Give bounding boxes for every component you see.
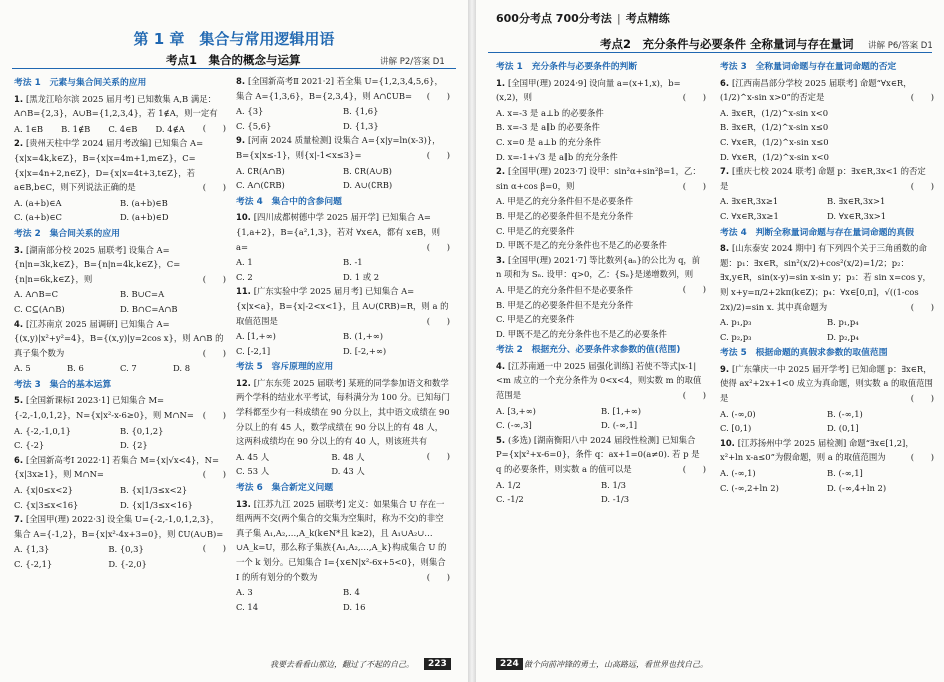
choice-list	[14, 542, 203, 571]
section-heading: 考法 2 集合间关系的应用	[14, 228, 120, 239]
page-number: 224	[496, 658, 523, 670]
choice-option: B. {0,3}	[108, 544, 144, 555]
answer-bracket: ( )	[910, 393, 934, 404]
choice-option: B. 1/3	[601, 479, 626, 490]
answer-bracket: ( )	[426, 450, 450, 461]
question-stem	[236, 284, 450, 328]
question-number: 5.	[496, 434, 508, 445]
answer-bracket: ( )	[910, 180, 934, 191]
answer-bracket: ( )	[682, 92, 706, 103]
choice-option: B. 6	[67, 363, 84, 374]
answer-bracket: ( )	[682, 390, 706, 401]
left-column-1	[14, 74, 226, 572]
choice-option: C. x=0 是 a⊥b 的充分条件	[496, 136, 601, 147]
answer-bracket: ( )	[910, 452, 934, 463]
choice-option: B. 甲是乙的必要条件但不是充分条件	[496, 210, 634, 221]
choice-option: D. [-2,+∞)	[343, 345, 387, 356]
choice-option: D. 甲既不是乙的充分条件也不是乙的必要条件	[496, 328, 667, 339]
choice-option: B. (-∞,1]	[827, 468, 863, 479]
question-number: 3.	[14, 244, 26, 255]
question-number: 6.	[14, 454, 26, 465]
choice-option: A. ∃x∈R,3x≥1	[720, 196, 779, 207]
choice-option: B. {0,1,2}	[120, 425, 164, 436]
answer-bracket: ( )	[910, 301, 934, 312]
question-number: 4.	[496, 360, 508, 371]
choice-option: D. 8	[173, 363, 191, 374]
question-text: [广东东莞 2025 届联考] 某班的同学参加语文和数学两个学科的结业水平考试，每科满分为 100 分。已知每门学科都至少有一科成绩在 90 分以上，其中语文成绩在 90 分以上的有 45 人，数学成绩在 90 分以上的有 48 人，这两科成绩均在 90 分以上的有 40 人，则该班共有	[236, 377, 450, 447]
choice-option: D. (0,1]	[827, 423, 859, 434]
choice-option: A. 1∈B	[14, 123, 44, 134]
choice-list	[720, 315, 934, 344]
choice-list	[14, 483, 226, 512]
answer-bracket: ( )	[202, 182, 226, 193]
choice-option: C. 7	[120, 363, 137, 374]
choice-option: B. x=-3 是 a∥b 的必要条件	[496, 122, 600, 133]
choice-option: D. (-∞,4+ln 2)	[827, 482, 887, 493]
section-heading: 考法 5 容斥原理的应用	[236, 362, 334, 373]
choice-option: C. 甲是乙的充要条件	[496, 225, 575, 236]
question-stem	[236, 497, 450, 585]
question-number: 8.	[236, 76, 248, 86]
choice-option: B. {1,6}	[343, 106, 379, 117]
choice-option: A. {3}	[236, 106, 264, 117]
question-stem	[236, 133, 450, 162]
choice-list	[236, 450, 427, 479]
page-footer-motto: 我要去看看山那边，翻过了不起的自己。	[270, 660, 414, 669]
question-number: 2.	[14, 138, 26, 149]
choice-option: B. (1,+∞)	[343, 331, 383, 342]
choice-list	[720, 407, 934, 436]
question-stem	[14, 243, 226, 287]
choice-option: B. ∃x∈R,3x>1	[827, 196, 886, 207]
choice-option: C. 4∈B	[108, 123, 138, 134]
question-text: [山东泰安 2024 期中] 有下列四个关于三角函数的命题：p₁：∃x∈R，sin²(x/2)+cos²(x/2)=1/2；p₂：∃x,y∈R，sin(x-y)=sin x-sin y；p₃：若 sin x=cos y，则 x+y=π/2+2kπ(k∈Z)；p₄：∀x∈[0,π]，√((1-cos 2x)/2)=sin x. 其中真命题为	[720, 243, 931, 312]
question-text: [全国甲(理) 2023·7] 设甲：sin²α+sin²β=1，乙：sin α+cos β=0，则	[496, 166, 701, 191]
right-column-2	[720, 58, 934, 495]
choice-option: B. 1∉B	[61, 123, 91, 134]
question-text: [重庆七校 2024 联考] 命题 p：∃x∈R,3x<1 的否定是	[720, 166, 926, 191]
answer-bracket: ( )	[202, 122, 226, 133]
question-text: [贵州天柱中学 2024 届月考改编] 已知集合 A={x|x=4k,k∈Z}，B={x|x=4m+1,m∈Z}，C={x|x=4n+2,n∈Z}，D={x|x=4t+3,t∈Z}，若 a∈B,b∈C，则下列说法正确的是	[14, 138, 204, 193]
choice-option: C. ∀x∈R,3x≥1	[720, 210, 779, 221]
question-stem	[14, 453, 226, 482]
knowledge-point-reference: 讲解 P2/答案 D1	[380, 57, 445, 67]
question-number: 10.	[720, 437, 738, 448]
question-stem	[14, 136, 226, 194]
question-number: 9.	[720, 363, 732, 374]
running-head	[496, 10, 670, 26]
choice-option: D. {1,3}	[343, 120, 379, 131]
question-number: 3.	[496, 254, 508, 265]
question-stem	[720, 436, 934, 465]
question-text: [广东实验中学 2025 届月考] 已知集合 A={x|x<a}，B={x|-2<x<1}，且 A∪(∁RB)=R，则 a 的取值范围是	[236, 286, 449, 326]
choice-option: A. 甲是乙的充分条件但不是必要条件	[496, 196, 633, 207]
question-number: 5.	[14, 395, 26, 406]
section-heading: 考法 2 根据充分、必要条件求参数的值(范围)	[496, 345, 681, 356]
question-stem	[236, 74, 450, 103]
right-column-1	[496, 58, 706, 507]
choice-list	[496, 106, 706, 164]
answer-bracket: ( )	[202, 469, 226, 480]
choice-option: D. -1/3	[601, 494, 630, 505]
choice-option: B. (-∞,1)	[827, 408, 863, 419]
left-page	[0, 0, 468, 682]
choice-option: D. 16	[343, 601, 366, 612]
choice-option: D. 4∉A	[155, 123, 185, 134]
answer-bracket: ( )	[682, 180, 706, 191]
question-stem	[720, 76, 934, 105]
choice-option: B. [1,+∞)	[601, 405, 641, 416]
choice-list	[496, 478, 706, 507]
page-footer-motto: 做个向前冲锋的勇士，山高路远，看世界也找自己。	[524, 660, 708, 669]
question-stem	[496, 76, 706, 105]
answer-bracket: ( )	[682, 464, 706, 475]
choice-option: A. 1/2	[496, 479, 521, 490]
question-text: [江西南昌部分学校 2025 届联考] 命题“∀x∈R，(1/2)^x-sin x>0”的否定是	[720, 77, 912, 103]
choice-list	[720, 466, 934, 495]
question-number: 12.	[236, 377, 254, 388]
choice-option: A. 1	[236, 257, 253, 268]
answer-bracket: ( )	[202, 410, 226, 421]
choice-option: D. 43 人	[331, 466, 365, 477]
choice-option: A. {-2,-1,0,1}	[14, 425, 71, 436]
question-number: 1.	[14, 93, 26, 104]
choice-option: A. x=-3 是 a⊥b 的必要条件	[496, 107, 604, 118]
choice-option: C. 甲是乙的充要条件	[496, 314, 575, 325]
knowledge-point-title: 考点1 集合的概念与运算	[166, 53, 301, 67]
choice-option: C. (-∞,3]	[496, 420, 532, 431]
answer-bracket: ( )	[426, 315, 450, 326]
section-heading: 考法 6 集合新定义问题	[236, 483, 334, 494]
question-stem	[720, 164, 934, 193]
question-number: 4.	[14, 318, 26, 329]
question-stem	[496, 359, 706, 403]
choice-option: A. {x|0≤x<2}	[14, 485, 73, 496]
page-number: 223	[424, 658, 451, 670]
choice-option: B. ∃x∈R，(1/2)^x-sin x≤0	[720, 122, 829, 133]
choice-option: A. ∃x∈R，(1/2)^x-sin x<0	[720, 107, 829, 118]
question-text: [全国甲(理) 2024·9] 设向量 a=(x+1,x)，b=(x,2)，则	[496, 77, 681, 103]
question-stem	[496, 164, 706, 193]
question-stem	[720, 241, 934, 314]
choice-option: C. {x|3≤x<16}	[14, 499, 79, 510]
choice-option: C. {-2,1}	[14, 559, 53, 569]
choice-option: C. C⊆(A∩B)	[14, 303, 65, 314]
choice-option: A. ∁R(A∩B)	[236, 165, 285, 176]
choice-option: C. {-2}	[14, 440, 45, 451]
section-heading: 考法 4 集合中的含参问题	[236, 196, 342, 207]
choice-option: D. 甲既不是乙的充分条件也不是乙的必要条件	[496, 240, 667, 251]
question-text: (多选) [湖南衡阳八中 2024 届段性检测] 已知集合 P={x|x²+x-6=0}，条件 q：ax+1=0(a≠0). 若 p 是 q 的必要条件，则实数 a 的值可以是	[496, 434, 700, 475]
right-page	[476, 0, 944, 682]
choice-list	[496, 194, 706, 252]
choice-option: D. ∀x∈R,3x>1	[827, 210, 887, 221]
header-rule	[488, 52, 932, 53]
answer-bracket: ( )	[202, 273, 226, 284]
choice-option: C. (a+b)∈C	[14, 212, 62, 223]
question-text: [江苏南通一中 2025 届强化训练] 若使不等式|x-1|<m 成立的一个充分条件为 0<x<4，则实数 m 的取值范围是	[496, 360, 702, 401]
choice-list	[236, 104, 450, 133]
choice-option: C. 53 人	[236, 466, 270, 477]
choice-option: D. A∪(∁RB)	[343, 180, 393, 191]
section-heading: 考法 3 全称量词命题与存在量词命题的否定	[720, 62, 897, 72]
choice-option: A. p₁,p₃	[720, 317, 752, 328]
choice-option: D. {x|1/3≤x<16}	[120, 499, 193, 510]
question-text: [全国新高考Ⅰ 2022·1] 若集合 M={x|√x<4}，N={x|3x≥1}，则 M∩N=	[14, 454, 219, 480]
choice-list	[496, 404, 706, 433]
choice-option: C. A∩(∁RB)	[236, 180, 285, 191]
book-gutter	[468, 0, 476, 682]
knowledge-point-title: 考点2 充分条件与必要条件 全称量词与存在量词	[600, 37, 854, 51]
choice-option: C. (-∞,2+ln 2)	[720, 482, 779, 493]
choice-list	[14, 122, 203, 137]
question-stem	[14, 317, 226, 361]
choice-option: B. 4	[343, 587, 360, 598]
choice-option: C. 14	[236, 601, 259, 612]
section-heading: 考法 1 元素与集合间关系的应用	[14, 78, 147, 88]
choice-option: C. p₂,p₃	[720, 331, 752, 342]
choice-option: A. (a+b)∈A	[14, 197, 62, 208]
question-text: [黑龙江哈尔滨 2025 届月考] 已知数集 A,B 满足：A∩B={2,3}，A∪B={1,2,3,4}，若 1∉A，则一定有	[14, 93, 218, 119]
question-number: 2.	[496, 166, 508, 177]
question-number: 7.	[720, 166, 732, 177]
question-text: [全国甲(理) 2022·3] 设全集 U={-2,-1,0,1,2,3}，集合 A={-1,2}，B={x|x²-4x+3=0}，则 ∁U(A∪B)=	[14, 514, 224, 539]
choice-option: B. 48 人	[331, 451, 365, 462]
choice-option: B. p₁,p₄	[827, 317, 859, 328]
choice-option: D. {2}	[120, 440, 148, 451]
choice-option: D. 1 或 2	[343, 271, 380, 282]
choice-option: A. 甲是乙的充分条件但不是必要条件	[496, 284, 633, 295]
choice-option: D. {-2,0}	[108, 559, 147, 569]
question-text: [广东肇庆一中 2025 届开学考] 已知命题 p：∃x∈R，使得 ax²+2x+1<0 成立为真命题，则实数 a 的取值范围是	[720, 363, 933, 404]
choice-option: A. (-∞,1)	[720, 468, 756, 479]
choice-list	[14, 424, 226, 453]
choice-option: D. (a+b)∈D	[120, 212, 169, 223]
choice-option: D. x=-1+√3 是 a∥b 的充分条件	[496, 151, 618, 162]
question-stem	[236, 210, 450, 254]
answer-bracket: ( )	[202, 347, 226, 358]
header-rule	[12, 68, 456, 69]
choice-list	[236, 585, 450, 614]
knowledge-point-reference: 讲解 P6/答案 D1	[868, 41, 933, 51]
answer-bracket: ( )	[426, 241, 450, 252]
chapter-title: 第 1 章 集合与常用逻辑用语	[133, 30, 335, 48]
choice-list	[720, 194, 934, 223]
choice-list	[236, 255, 450, 284]
running-head-separator: |	[616, 12, 621, 25]
question-number: 6.	[720, 77, 732, 88]
question-number: 11.	[236, 286, 254, 297]
answer-bracket: ( )	[682, 283, 706, 294]
question-stem	[14, 393, 226, 422]
choice-option: B. B∪C=A	[120, 289, 165, 300]
choice-list	[236, 329, 450, 358]
choice-option: A. A∩B=C	[14, 289, 59, 300]
choice-option: C. [-2,1]	[236, 345, 271, 356]
question-stem	[496, 433, 706, 477]
question-number: 7.	[14, 514, 26, 525]
choice-option: A. [3,+∞)	[496, 405, 536, 416]
choice-list	[14, 196, 226, 225]
answer-bracket: ( )	[202, 543, 226, 554]
question-number: 10.	[236, 212, 254, 223]
choice-option: B. ∁R(A∪B)	[343, 165, 392, 176]
choice-option: D. p₂,p₄	[827, 331, 859, 342]
choice-option: C. [0,1)	[720, 423, 752, 434]
choice-option: A. [1,+∞)	[236, 331, 276, 342]
question-text: [四川成都树德中学 2025 届开学] 已知集合 A={1,a+2}，B={a²,1,3}，若对 ∀x∈A，都有 x∈B，则 a=	[236, 212, 440, 252]
choice-option: A. 3	[236, 587, 253, 598]
choice-option: C. -1/2	[496, 494, 524, 505]
question-number: 9.	[236, 135, 248, 146]
left-column-2	[236, 74, 450, 614]
section-heading: 考法 3 集合的基本运算	[14, 379, 112, 390]
question-number: 1.	[496, 77, 508, 88]
choice-option: A. (-∞,0)	[720, 408, 756, 419]
choice-list	[720, 106, 934, 164]
choice-option: C. {5,6}	[236, 120, 272, 131]
choice-list	[14, 287, 226, 316]
choice-option: B. {x|1/3≤x<2}	[120, 485, 188, 496]
choice-option: C. ∀x∈R，(1/2)^x-sin x≤0	[720, 136, 829, 147]
question-text: [全国甲(理) 2021·7] 等比数列{aₙ}的公比为 q，前 n 项和为 Sₙ. 设甲：q>0，乙：{Sₙ}是递增数列，则	[496, 254, 701, 280]
choice-list	[236, 164, 450, 193]
choice-option: A. 45 人	[236, 451, 270, 462]
choice-option: A. 5	[14, 363, 31, 374]
question-text: [全国新课标Ⅰ 2023·1] 已知集合 M={-2,-1,0,1,2}，N={x|x²-x-6≥0}，则 M∩N=	[14, 395, 194, 421]
question-text: [湖南部分校 2025 届联考] 设集合 A={n|n=3k,k∈Z}，B={n|n=4k,k∈Z}，C={n|n=6k,k∈Z}，则	[14, 244, 181, 284]
answer-bracket: ( )	[426, 149, 450, 160]
section-heading: 考法 5 根据命题的真假求参数的取值范围	[720, 348, 888, 359]
question-text: [江苏南京 2025 届调研] 已知集合 A={(x,y)|x²+y²=4}，B={(x,y)|y=2cos x}，则 A∩B 的真子集个数为	[14, 318, 224, 358]
question-number: 8.	[720, 243, 732, 254]
choice-option: A. {1,3}	[14, 544, 50, 555]
section-heading: 考法 1 充分条件与必要条件的判断	[496, 62, 638, 72]
choice-option: B. (a+b)∈B	[120, 197, 168, 208]
answer-bracket: ( )	[426, 571, 450, 582]
answer-bracket: ( )	[910, 92, 934, 103]
running-head-logo: 600分考点 700分考法	[496, 12, 612, 25]
running-head-label: 考点精练	[625, 12, 670, 25]
choice-option: B. 甲是乙的必要条件但不是充分条件	[496, 299, 634, 310]
choice-option: D. (-∞,1]	[601, 420, 638, 431]
question-text: [江苏九江 2025 届联考] 定义：如果集合 U 存在一组两两不交(两个集合的交集为空集时，称为不交)的非空真子集 A₁,A₂,…,A_k(k∈N*且 k≥2)，且 A₁∪A₂∪…∪A_k=U，那么称子集族{A₁,A₂,…,A_k}构成集合 U 的一个 k 划分。已知集合 I={x∈N|x²-6x+5<0}，则集合 I 的所有划分的个数为	[236, 498, 447, 582]
answer-bracket: ( )	[426, 90, 450, 101]
choice-list	[496, 283, 683, 341]
section-heading: 考法 4 判断全称量词命题与存在量词命题的真假	[720, 227, 914, 238]
choice-list	[14, 361, 226, 376]
question-text: [全国新高考Ⅱ 2021·2] 若全集 U={1,2,3,4,5,6}，集合 A={1,3,6}，B={2,3,4}，则 A∩∁UB=	[236, 76, 443, 101]
choice-option: D. B∩C=A∩B	[120, 303, 178, 314]
question-text: [江苏扬州中学 2025 届检测] 命题“∃x∈[1,2]，x²+ln x-a≤0”为假命题，则 a 的取值范围为	[720, 437, 914, 463]
question-number: 13.	[236, 498, 254, 509]
choice-option: C. 2	[236, 271, 253, 282]
question-stem	[720, 362, 934, 406]
choice-option: B. -1	[343, 257, 363, 268]
question-text: [河南 2024 质量检测] 设集合 A={x|y=ln(x-3)}，B={x|x≤-1}，则{x|-1<x≤3}=	[236, 135, 441, 160]
choice-option: D. ∀x∈R，(1/2)^x-sin x<0	[720, 151, 829, 162]
